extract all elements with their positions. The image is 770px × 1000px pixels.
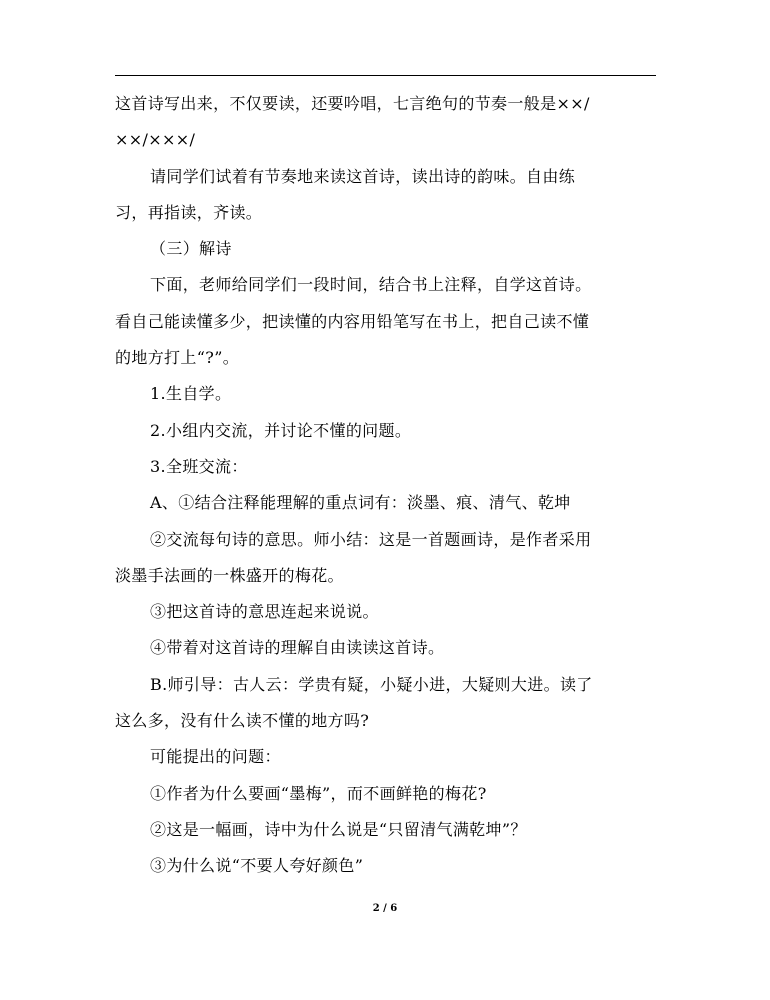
text-line: 习，再指读，齐读。 [115,202,263,222]
header-rule [115,75,656,76]
text-line: 可能提出的问题： [150,747,281,767]
text-line: 这首诗写出来，不仅要读，还要吟唱，七言绝句的节奏一般是××/ [115,94,590,113]
section-heading: （三）解诗 [150,239,232,259]
text-line: ××/×××/ [115,130,196,150]
list-item: 3.全班交流： [150,456,248,476]
list-item: 2.小组内交流，并讨论不懂的问题。 [150,420,412,440]
list-item: ③把这首诗的意思连起来说说。 [150,602,379,622]
list-item: ②交流每句诗的意思。师小结：这是一首题画诗，是作者采用 [150,529,592,549]
list-item: ②这是一幅画，诗中为什么说是“只留清气满乾坤”？ [150,819,527,839]
list-item: ①作者为什么要画“墨梅”，而不画鲜艳的梅花? [150,783,487,803]
text-line: 看自己能读懂多少，把读懂的内容用铅笔写在书上，把自己读不懂 [115,311,590,331]
text-line: 这么多，没有什么读不懂的地方吗? [115,711,370,731]
page-number: 2 / 6 [372,903,398,914]
text-line: 的地方打上“?”。 [115,348,240,368]
text-line: 下面，老师给同学们一段时间，结合书上注释，自学这首诗。 [150,275,592,295]
list-item: ③为什么说“不要人夸好颜色” [150,856,364,876]
list-item: B.师引导：古人云：学贵有疑，小疑小进，大疑则大进。读了 [150,674,593,694]
text-line: 请同学们试着有节奏地来读这首诗，读出诗的韵味。自由练 [150,166,576,186]
list-item: ④带着对这首诗的理解自由读读这首诗。 [150,638,445,658]
document-body [115,86,660,885]
list-item: 1.生自学。 [150,384,232,404]
text-line: 淡墨手法画的一株盛开的梅花。 [115,565,344,585]
list-item: A、①结合注释能理解的重点词有：淡墨、痕、清气、乾坤 [150,493,571,513]
